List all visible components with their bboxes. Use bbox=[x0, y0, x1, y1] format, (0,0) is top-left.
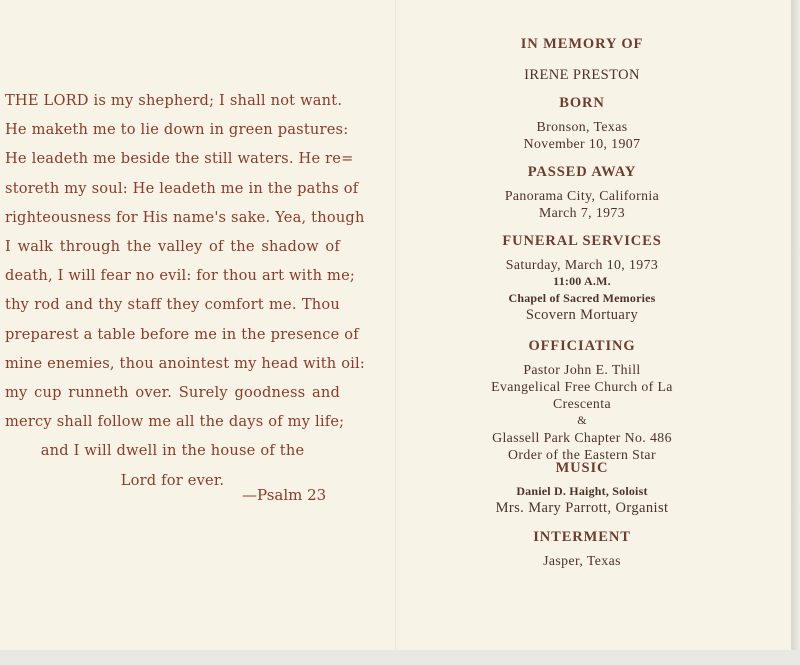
psalm-text bbox=[5, 86, 366, 495]
deceased-name: IRENE PRESTON bbox=[524, 67, 640, 83]
music-section bbox=[462, 460, 702, 517]
officiating-chapter: Glassell Park Chapter No. 486 bbox=[492, 430, 672, 445]
psalm-line: Lord for ever. bbox=[120, 471, 225, 489]
psalm-line: and I will dwell in the house of the bbox=[40, 442, 305, 460]
music-heading: MUSIC bbox=[555, 460, 609, 476]
psalm-line: He maketh me to lie down in green pastures: bbox=[5, 121, 349, 139]
psalm-attribution: —Psalm 23 bbox=[242, 486, 327, 504]
officiating-section bbox=[462, 338, 702, 463]
in-memory-heading: IN MEMORY OF bbox=[520, 36, 644, 52]
interment-section bbox=[462, 529, 702, 569]
officiating-order: Order of the Eastern Star bbox=[508, 447, 656, 462]
funeral-services-heading: FUNERAL SERVICES bbox=[502, 233, 662, 249]
psalm-line: storeth my soul: He leadeth me in the paths of bbox=[5, 179, 359, 197]
services-mortuary: Scovern Mortuary bbox=[525, 307, 639, 323]
passed-date: March 7, 1973 bbox=[538, 205, 626, 220]
passed-away-section bbox=[462, 164, 702, 221]
psalm-line: my cup runneth over. Surely goodness and bbox=[5, 384, 340, 402]
officiating-church: Evangelical Free Church of La Crescenta bbox=[491, 379, 673, 411]
funeral-services-section bbox=[462, 233, 702, 324]
born-heading: BORN bbox=[559, 95, 605, 111]
officiating-ampersand: & bbox=[577, 413, 587, 427]
psalm-line: He leadeth me beside the still waters. He re= bbox=[5, 150, 354, 168]
passed-away-heading: PASSED AWAY bbox=[527, 164, 637, 180]
deceased-name-section bbox=[462, 67, 702, 84]
music-organist: Mrs. Mary Parrott, Organist bbox=[495, 500, 669, 516]
officiating-heading: OFFICIATING bbox=[528, 338, 636, 354]
services-chapel: Chapel of Sacred Memories bbox=[508, 291, 656, 305]
psalm-line: preparest a table before me in the presence of bbox=[5, 325, 359, 343]
music-soloist: Daniel D. Haight, Soloist bbox=[516, 484, 648, 498]
officiating-pastor: Pastor John E. Thill bbox=[523, 362, 641, 377]
interment-place: Jasper, Texas bbox=[543, 553, 621, 568]
born-place: Bronson, Texas bbox=[536, 119, 628, 134]
paper-edge-right bbox=[791, 0, 800, 665]
interment-heading: INTERMENT bbox=[533, 529, 631, 545]
born-date: November 10, 1907 bbox=[523, 136, 641, 151]
in-memory-section bbox=[462, 36, 702, 53]
paper-edge-bottom bbox=[0, 650, 800, 665]
born-section bbox=[462, 95, 702, 152]
psalm-line: mercy shall follow me all the days of my life; bbox=[5, 413, 345, 431]
psalm-line: THE LORD is my shepherd; I shall not want. bbox=[5, 92, 343, 109]
psalm-line: righteousness for His name's sake. Yea, though bbox=[5, 208, 365, 226]
psalm-line: mine enemies, thou anointest my head with oil: bbox=[5, 354, 366, 372]
services-time: 11:00 A.M. bbox=[553, 274, 611, 288]
services-date: Saturday, March 10, 1973 bbox=[505, 257, 659, 272]
passed-place: Panorama City, California bbox=[504, 188, 660, 203]
fold-line bbox=[395, 0, 396, 650]
psalm-line: thy rod and thy staff they comfort me. Thou bbox=[5, 296, 340, 314]
psalm-line: I walk through the valley of the shadow of bbox=[5, 238, 340, 256]
psalm-line: death, I will fear no evil: for thou art with me; bbox=[5, 267, 356, 285]
